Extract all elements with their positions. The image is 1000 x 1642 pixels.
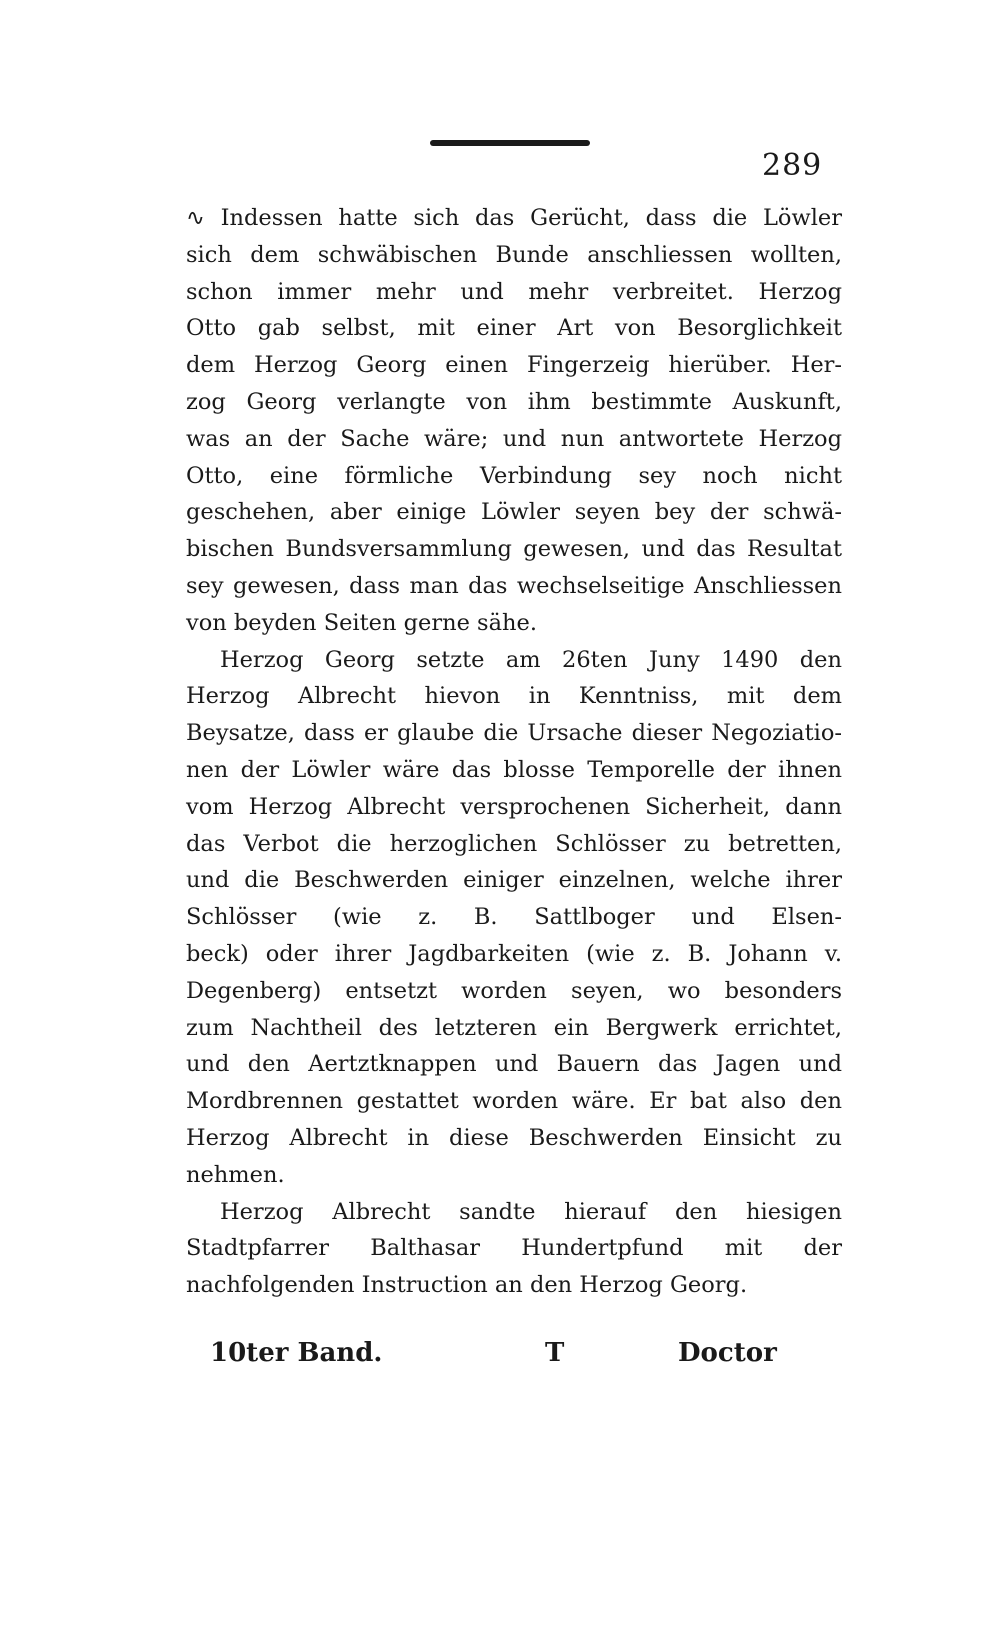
text-line: Herzog Albrecht sandte hierauf den hiesigen: [220, 1198, 842, 1225]
text-line: nehmen.: [186, 1161, 285, 1188]
text-line: sich dem schwäbischen Bunde anschliessen wollten,: [186, 241, 842, 268]
signature-mark: 10ter Band.: [210, 1338, 383, 1368]
text-line: Otto gab selbst, mit einer Art von Besorglichkeit: [186, 315, 842, 342]
text-line: Herzog Georg setzte am 26ten Juny 1490 den: [220, 646, 842, 673]
paragraph: [186, 642, 842, 1194]
body-text: [186, 200, 842, 1304]
paragraph: [186, 1194, 842, 1304]
text-line: vom Herzog Albrecht versprochenen Sicherheit, dann: [186, 793, 842, 820]
footer: [210, 1338, 810, 1378]
text-line: zog Georg verlangte von ihm bestimmte Auskunft,: [186, 388, 842, 415]
text-line: das Verbot die herzoglichen Schlösser zu betretten,: [186, 830, 842, 857]
text-line: nachfolgenden Instruction an den Herzog Georg.: [186, 1272, 748, 1299]
sheet-mark: T: [545, 1338, 565, 1368]
text-line: und den Aertztknappen und Bauern das Jagen und: [186, 1051, 842, 1078]
text-line: sey gewesen, dass man das wechselseitige Anschliessen: [186, 572, 842, 599]
text-line: Schlösser (wie z. B. Sattlboger und Elsen-: [186, 904, 842, 931]
page-number: 289: [762, 148, 823, 183]
text-line: ∿ Indessen hatte sich das Gerücht, dass die Löwler: [186, 205, 842, 231]
header-rule: [430, 140, 590, 146]
paragraph: [186, 200, 842, 642]
text-line: beck) oder ihrer Jagdbarkeiten (wie z. B. Johann v.: [186, 940, 842, 967]
text-line: von beyden Seiten gerne sähe.: [186, 609, 537, 636]
text-line: zum Nachtheil des letzteren ein Bergwerk errichtet,: [186, 1014, 842, 1041]
catchword: Doctor: [678, 1338, 777, 1368]
text-line: Mordbrennen gestattet worden wäre. Er bat also den: [186, 1088, 842, 1115]
text-line: und die Beschwerden einiger einzelnen, welche ihrer: [186, 867, 842, 894]
text-line: bischen Bundsversammlung gewesen, und das Resultat: [186, 536, 842, 563]
text-line: Stadtpfarrer Balthasar Hundertpfund mit der: [186, 1235, 842, 1262]
text-line: geschehen, aber einige Löwler seyen bey der schwä-: [186, 499, 842, 526]
text-line: nen der Löwler wäre das blosse Temporelle der ihnen: [186, 756, 842, 783]
text-line: schon immer mehr und mehr verbreitet. Herzog: [186, 278, 842, 305]
text-line: Degenberg) entsetzt worden seyen, wo besonders: [186, 977, 842, 1004]
text-line: Herzog Albrecht in diese Beschwerden Einsicht zu: [186, 1124, 842, 1151]
text-line: was an der Sache wäre; und nun antwortete Herzog: [186, 425, 842, 452]
text-line: dem Herzog Georg einen Fingerzeig hierüber. Her-: [186, 352, 842, 379]
text-line: Beysatze, dass er glaube die Ursache dieser Negoziatio-: [186, 720, 842, 747]
text-line: Herzog Albrecht hievon in Kenntniss, mit dem: [186, 683, 842, 710]
text-line: Otto, eine förmliche Verbindung sey noch nicht: [186, 462, 842, 489]
